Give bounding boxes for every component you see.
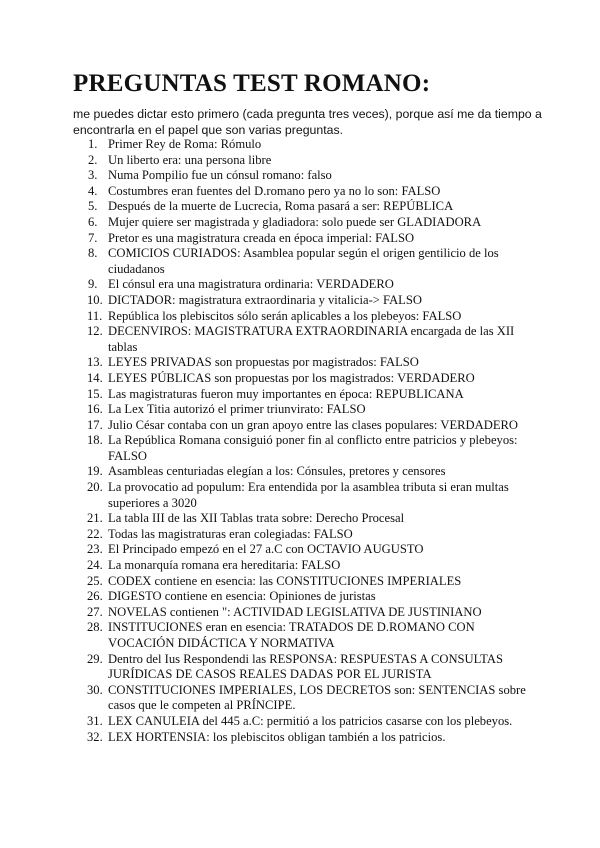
list-item — [0, 589, 600, 605]
list-item-text: LEX CANULEIA del 445 a.C: permitió a los patricios casarse con los plebeyos. — [108, 713, 513, 728]
list-item-text: CODEX contiene en esencia: las CONSTITUCIONES IMPERIALES — [108, 573, 462, 588]
list-item — [0, 293, 600, 309]
list-item-text: Costumbres eran fuentes del D.romano pero ya no lo son: FALSO — [108, 183, 441, 198]
list-item — [0, 652, 600, 683]
list-item-number: 17. — [87, 417, 103, 432]
list-item — [0, 605, 600, 621]
list-item — [0, 246, 600, 277]
list-item — [0, 324, 600, 355]
list-item-text: Todas las magistraturas eran colegiadas: FALSO — [108, 526, 353, 541]
list-item-text: La tabla III de las XII Tablas trata sobre: Derecho Procesal — [108, 511, 405, 526]
list-item-number: 6. — [88, 214, 98, 229]
page-title: PREGUNTAS TEST ROMANO: — [73, 70, 431, 97]
list-item-number: 3. — [88, 168, 98, 183]
list-item-text: Mujer quiere ser magistrada y gladiadora: solo puede ser GLADIADORA — [108, 214, 482, 229]
list-item-text: Las magistraturas fueron muy importantes en época: REPUBLICANA — [108, 386, 464, 401]
list-item — [0, 215, 600, 231]
list-item-text: LEX HORTENSIA: los plebiscitos obligan también a los patricios. — [108, 729, 446, 744]
list-item — [0, 402, 600, 418]
list-item-number: 7. — [88, 230, 98, 245]
list-item-text: LEYES PRIVADAS son propuestas por magistrados: FALSO — [108, 355, 419, 370]
list-item — [0, 480, 600, 511]
list-item — [0, 542, 600, 558]
list-item-text: DICTADOR: magistratura extraordinaria y vitalicia-> FALSO — [108, 292, 422, 307]
list-item-number: 4. — [88, 183, 98, 198]
list-item-number: 31. — [87, 713, 103, 728]
list-item-text: Después de la muerte de Lucrecia, Roma pasará a ser: REPÚBLICA — [108, 199, 454, 214]
list-item-text: Pretor es una magistratura creada en época imperial: FALSO — [108, 230, 415, 245]
list-item-number: 8. — [88, 246, 98, 261]
list-item-number: 1. — [88, 137, 98, 151]
list-item-text: LEYES PÚBLICAS son propuestas por los magistrados: VERDADERO — [108, 370, 475, 385]
list-item-number: 23. — [87, 542, 103, 557]
list-item-text: La República Romana consiguió poner fin al conflicto entre patricios y plebeyos: FALSO — [108, 433, 518, 463]
list-item-number: 32. — [87, 729, 103, 744]
list-item-number: 10. — [87, 292, 103, 307]
list-item-number: 29. — [87, 651, 103, 666]
list-item — [0, 527, 600, 543]
list-item — [0, 620, 600, 651]
list-item-text: Asambleas centuriadas elegían a los: Cónsules, pretores y censores — [108, 464, 446, 479]
list-item-number: 12. — [87, 324, 103, 339]
list-item-number: 14. — [87, 370, 103, 385]
list-item — [0, 558, 600, 574]
list-item-text: DIGESTO contiene en esencia: Opiniones de juristas — [108, 589, 376, 604]
list-item-number: 25. — [87, 573, 103, 588]
list-item-number: 28. — [87, 620, 103, 635]
list-item — [0, 387, 600, 403]
list-item-number: 19. — [87, 464, 103, 479]
list-item-text: El Principado empezó en el 27 a.C con OCTAVIO AUGUSTO — [108, 542, 424, 557]
list-item — [0, 309, 600, 325]
list-item-number: 18. — [87, 433, 103, 448]
list-item-text: El cónsul era una magistratura ordinaria: VERDADERO — [108, 277, 394, 292]
list-item-number: 20. — [87, 480, 103, 495]
list-item-text: Primer Rey de Roma: Rómulo — [108, 137, 262, 151]
list-item-text: Un liberto era: una persona libre — [108, 152, 272, 167]
list-item-text: DECENVIROS: MAGISTRATURA EXTRAORDINARIA encargada de las XII tablas — [108, 324, 515, 354]
list-item — [0, 714, 600, 730]
list-item — [0, 464, 600, 480]
list-item-number: 9. — [88, 277, 98, 292]
list-item-text: NOVELAS contienen ": ACTIVIDAD LEGISLATIVA DE JUSTINIANO — [108, 604, 482, 619]
list-item-text: COMICIOS CURIADOS: Asamblea popular según el origen gentilicio de los ciudadanos — [108, 246, 499, 276]
list-item-number: 21. — [87, 511, 103, 526]
list-item-number: 13. — [87, 355, 103, 370]
list-item-number: 2. — [88, 152, 98, 167]
list-item — [0, 371, 600, 387]
list-item-number: 5. — [88, 199, 98, 214]
list-item-text: La monarquía romana era hereditaria: FALSO — [108, 558, 341, 573]
list-item-text: INSTITUCIONES eran en esencia: TRATADOS DE D.ROMANO CON VOCACIÓN DIDÁCTICA Y NORMATIVA — [108, 620, 475, 650]
list-item-number: 26. — [87, 589, 103, 604]
list-item — [0, 511, 600, 527]
list-item — [0, 184, 600, 200]
list-item-number: 27. — [87, 604, 103, 619]
list-item-number: 24. — [87, 558, 103, 573]
list-item-number: 30. — [87, 682, 103, 697]
list-item — [0, 231, 600, 247]
list-item-text: La Lex Titia autorizó el primer triunvirato: FALSO — [108, 402, 366, 417]
list-item — [0, 574, 600, 590]
intro-paragraph: me puedes dictar esto primero (cada pregunta tres veces), porque así me da tiempo a encontrarla en el papel que son varias preguntas. — [73, 107, 542, 137]
list-item — [0, 433, 600, 464]
list-item — [0, 355, 600, 371]
list-item — [0, 730, 600, 746]
list-item-text: República los plebiscitos sólo serán aplicables a los plebeyos: FALSO — [108, 308, 462, 323]
list-item — [0, 137, 600, 153]
list-item-text: La provocatio ad populum: Era entendida por la asamblea tributa si eran multas superiores a 3020 — [108, 480, 509, 510]
list-item — [0, 418, 600, 434]
list-item — [0, 277, 600, 293]
question-list — [0, 137, 600, 745]
list-item-text: Julio César contaba con un gran apoyo entre las clases populares: VERDADERO — [108, 417, 519, 432]
list-item — [0, 153, 600, 169]
list-item-text: CONSTITUCIONES IMPERIALES, LOS DECRETOS son: SENTENCIAS sobre casos que le competen al PRÍNCIPE. — [108, 682, 526, 713]
list-item-number: 11. — [87, 308, 103, 323]
list-item — [0, 199, 600, 215]
list-item-number: 16. — [87, 402, 103, 417]
list-item-text: Numa Pompilio fue un cónsul romano: falso — [108, 168, 332, 183]
list-item-number: 22. — [87, 526, 103, 541]
list-item — [0, 683, 600, 714]
list-item-text: Dentro del Ius Respondendi las RESPONSA: RESPUESTAS A CONSULTAS JURÍDICAS DE CASOS REALES DADAS POR EL JURISTA — [108, 651, 503, 682]
list-item — [0, 168, 600, 184]
list-item-number: 15. — [87, 386, 103, 401]
